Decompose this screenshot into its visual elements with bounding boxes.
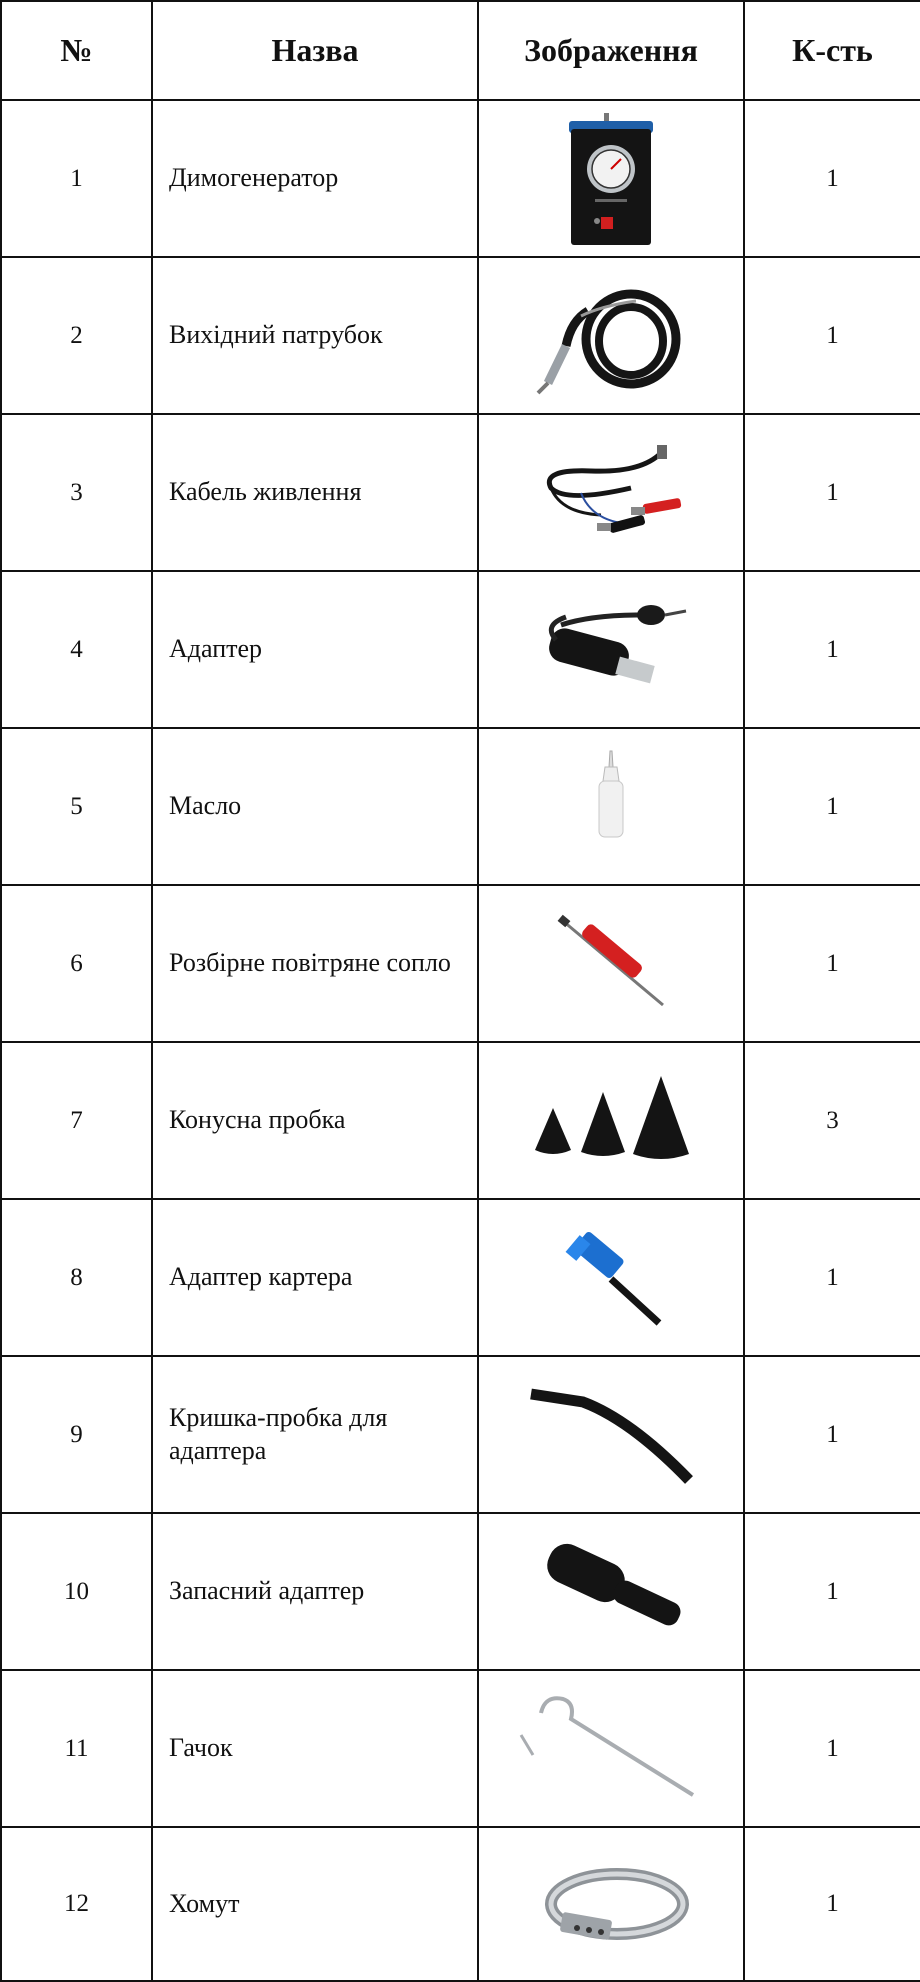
table-row xyxy=(1,257,920,414)
adapter-bulb-icon xyxy=(521,595,701,705)
item-image xyxy=(478,571,744,728)
item-qty: 1 xyxy=(744,1513,920,1670)
item-name: Адаптер картера xyxy=(152,1199,478,1356)
item-name: Гачок xyxy=(152,1670,478,1827)
header-image: Зображення xyxy=(478,1,744,100)
item-image xyxy=(478,1827,744,1981)
hook-icon xyxy=(511,1689,711,1809)
header-qty: К-сть xyxy=(744,1,920,100)
item-qty: 1 xyxy=(744,257,920,414)
smoke-generator-icon xyxy=(551,109,671,249)
header-name: Назва xyxy=(152,1,478,100)
item-qty: 1 xyxy=(744,728,920,885)
table-row xyxy=(1,1827,920,1981)
item-name: Розбірне повітряне сопло xyxy=(152,885,478,1042)
item-image xyxy=(478,257,744,414)
item-image xyxy=(478,1199,744,1356)
table-row xyxy=(1,1199,920,1356)
hose-clamp-icon xyxy=(521,1844,701,1964)
table-row xyxy=(1,1513,920,1670)
row-number: 7 xyxy=(1,1042,152,1199)
item-qty: 1 xyxy=(744,885,920,1042)
spare-adapter-icon xyxy=(526,1537,696,1647)
item-qty: 1 xyxy=(744,414,920,571)
row-number: 11 xyxy=(1,1670,152,1827)
table-row xyxy=(1,100,920,257)
row-number: 12 xyxy=(1,1827,152,1981)
item-name: Кришка-пробка для адаптера xyxy=(152,1356,478,1513)
item-name: Вихідний патрубок xyxy=(152,257,478,414)
row-number: 5 xyxy=(1,728,152,885)
crankcase-adapter-icon xyxy=(541,1223,681,1333)
row-number: 1 xyxy=(1,100,152,257)
outlet-hose-icon xyxy=(526,271,696,401)
table-row xyxy=(1,571,920,728)
item-qty: 1 xyxy=(744,100,920,257)
item-image xyxy=(478,885,744,1042)
table-row xyxy=(1,1670,920,1827)
row-number: 2 xyxy=(1,257,152,414)
cone-plugs-icon xyxy=(521,1066,701,1176)
item-image xyxy=(478,1356,744,1513)
power-cable-clamps-icon xyxy=(521,433,701,553)
item-name: Адаптер xyxy=(152,571,478,728)
item-image xyxy=(478,728,744,885)
cap-plug-icon xyxy=(521,1380,701,1490)
item-name: Масло xyxy=(152,728,478,885)
header-row xyxy=(1,1,920,100)
item-image xyxy=(478,100,744,257)
item-name: Димогенератор xyxy=(152,100,478,257)
item-image xyxy=(478,1513,744,1670)
table-row xyxy=(1,728,920,885)
item-qty: 1 xyxy=(744,571,920,728)
table-row xyxy=(1,414,920,571)
row-number: 10 xyxy=(1,1513,152,1670)
oil-bottle-icon xyxy=(581,747,641,867)
item-name: Хомут xyxy=(152,1827,478,1981)
item-image xyxy=(478,414,744,571)
item-qty: 1 xyxy=(744,1827,920,1981)
item-image xyxy=(478,1670,744,1827)
row-number: 9 xyxy=(1,1356,152,1513)
table-row xyxy=(1,1356,920,1513)
header-num: № xyxy=(1,1,152,100)
row-number: 4 xyxy=(1,571,152,728)
row-number: 6 xyxy=(1,885,152,1042)
table-row xyxy=(1,885,920,1042)
item-name: Кабель живлення xyxy=(152,414,478,571)
item-qty: 1 xyxy=(744,1356,920,1513)
item-name: Запасний адаптер xyxy=(152,1513,478,1670)
item-image xyxy=(478,1042,744,1199)
row-number: 3 xyxy=(1,414,152,571)
table-row xyxy=(1,1042,920,1199)
item-qty: 3 xyxy=(744,1042,920,1199)
item-qty: 1 xyxy=(744,1199,920,1356)
item-name: Конусна пробка xyxy=(152,1042,478,1199)
row-number: 8 xyxy=(1,1199,152,1356)
item-qty: 1 xyxy=(744,1670,920,1827)
air-nozzle-icon xyxy=(541,909,681,1019)
